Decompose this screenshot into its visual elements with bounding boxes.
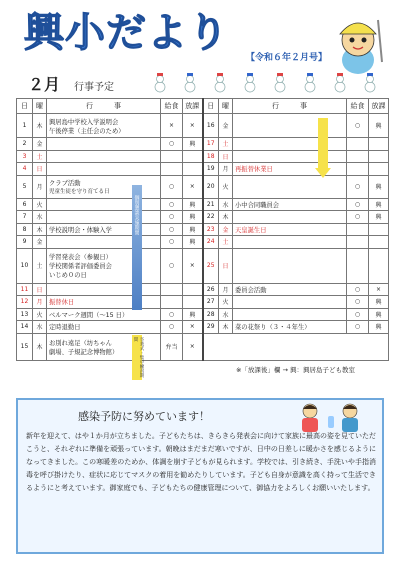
schedule-label: 行事予定	[74, 82, 114, 93]
snowman-decoration-icon	[150, 70, 390, 94]
weekday-cell: 水	[33, 211, 47, 224]
day-cell: 1	[17, 114, 33, 138]
table-row	[17, 236, 389, 249]
lunch-cell	[161, 283, 183, 296]
header-weekday: 曜	[219, 99, 233, 114]
after-school-cell: 興	[369, 114, 389, 138]
after-school-cell: ×	[183, 248, 203, 283]
event-cell	[47, 138, 161, 151]
event-cell	[47, 150, 161, 163]
event-line: 定時退勤日	[49, 324, 81, 332]
event-cell: 天皇誕生日	[233, 223, 347, 236]
lunch-cell: ○	[347, 283, 369, 296]
event-cell: 小中合同職員会	[233, 198, 347, 211]
table-row	[17, 321, 389, 334]
event-cell	[47, 296, 161, 309]
newsletter-title: 興小だより	[24, 10, 229, 56]
lunch-cell: ○	[347, 211, 369, 224]
weekday-cell: 月	[219, 283, 233, 296]
event-line: 興居島中学校入学説明会	[49, 118, 119, 126]
lunch-cell	[161, 296, 183, 309]
event-cell	[47, 283, 161, 296]
event-cell	[47, 236, 161, 249]
lunch-cell: ○	[161, 223, 183, 236]
lunch-cell: ○	[347, 296, 369, 309]
after-school-cell	[369, 138, 389, 151]
empty-cell	[203, 333, 389, 360]
header-lunch: 給食	[347, 99, 369, 114]
notice-body: 新年を迎えて、はや１か月が立ちました。子どもたちは、きらきら発表会に向けて家族に最高の姿を見ていただこうと、それぞれに準備を頑張っています。朝晩はまだまだ寒いですが、日中の日差しに暖かさを感じるようになってきました。この寒暖差のためか、体調を崩す子どもが見られます。学校では、引き続き、手洗いや手指消毒を呼び掛けたり、症状に応じてマスクの着用を勧めたりしています。子ども自身が意識を高く持って生活できるようにと考えています。御家庭でも、子どもたちの健康管理について、御協力をよろしくお願いいたします。	[26, 432, 376, 492]
lunch-cell	[161, 163, 183, 176]
event-line: お別れ遠足（坊ちゃん	[49, 339, 112, 347]
day-cell: 22	[203, 211, 219, 224]
right-yellow-bar	[318, 118, 328, 170]
arrow-down-icon	[315, 168, 331, 178]
event-line: ベルマーク週間（～15 日）	[49, 311, 129, 319]
after-school-cell: 興	[369, 296, 389, 309]
event-cell	[47, 248, 161, 283]
weekday-cell: 火	[219, 175, 233, 198]
table-row	[17, 248, 389, 283]
weekday-cell: 土	[33, 150, 47, 163]
header-weekday: 曜	[33, 99, 47, 114]
lunch-cell: ○	[161, 175, 183, 198]
day-cell: 27	[203, 296, 219, 309]
graduation-practice-label: 卒業式・集中練習期間	[133, 337, 144, 378]
weekday-cell: 月	[219, 163, 233, 176]
event-cell	[47, 198, 161, 211]
event-cell	[233, 248, 347, 283]
day-cell: 11	[17, 283, 33, 296]
weekday-cell: 金	[219, 223, 233, 236]
weekday-cell: 木	[33, 223, 47, 236]
event-cell: 委員会活動	[233, 283, 347, 296]
footnote: ※「放課後」欄 → 興：興居島子ども教室	[235, 366, 356, 374]
weekday-cell: 日	[33, 283, 47, 296]
lunch-cell: ○	[347, 308, 369, 321]
after-school-cell	[183, 283, 203, 296]
day-cell: 14	[17, 321, 33, 334]
event-cell	[233, 175, 347, 198]
day-cell: 8	[17, 223, 33, 236]
after-school-cell: 興	[369, 321, 389, 334]
after-school-cell: 興	[183, 236, 203, 249]
weekday-cell: 日	[33, 163, 47, 176]
after-school-cell: 興	[183, 223, 203, 236]
after-school-cell: 興	[183, 138, 203, 151]
interview-period-bar	[132, 185, 142, 310]
header-event: 行 事	[233, 99, 347, 114]
after-school-cell: ×	[183, 175, 203, 198]
lunch-cell: ○	[161, 308, 183, 321]
after-school-cell: 興	[183, 211, 203, 224]
lunch-cell: ×	[161, 114, 183, 138]
event-cell	[47, 223, 161, 236]
mascot-icon	[330, 12, 386, 76]
event-cell	[233, 296, 347, 309]
after-school-cell	[183, 163, 203, 176]
after-school-cell	[369, 223, 389, 236]
event-cell	[47, 163, 161, 176]
lunch-cell	[161, 150, 183, 163]
lunch-cell	[347, 163, 369, 176]
graduation-practice-bar	[132, 335, 142, 380]
weekday-cell: 火	[219, 296, 233, 309]
after-school-cell	[369, 163, 389, 176]
day-cell: 13	[17, 308, 33, 321]
lunch-cell	[347, 138, 369, 151]
after-school-cell	[183, 296, 203, 309]
event-cell	[233, 138, 347, 151]
event-cell	[233, 236, 347, 249]
after-school-cell: 興	[369, 308, 389, 321]
lunch-cell: ○	[161, 248, 183, 283]
day-cell: 26	[203, 283, 219, 296]
lunch-cell: ○	[347, 321, 369, 334]
day-cell: 23	[203, 223, 219, 236]
day-cell: 16	[203, 114, 219, 138]
event-cell	[233, 308, 347, 321]
weekday-cell: 金	[33, 138, 47, 151]
lunch-cell: ○	[161, 138, 183, 151]
weekday-cell: 月	[33, 175, 47, 198]
lunch-cell	[347, 248, 369, 283]
lunch-cell: ○	[161, 321, 183, 334]
weekday-cell: 木	[219, 211, 233, 224]
lunch-cell: 弁当	[161, 333, 183, 360]
after-school-cell: ×	[183, 333, 203, 360]
header-event: 行 事	[47, 99, 161, 114]
lunch-cell: ○	[347, 114, 369, 138]
weekday-cell: 月	[33, 296, 47, 309]
weekday-cell: 日	[219, 150, 233, 163]
event-cell	[233, 150, 347, 163]
day-cell: 19	[203, 163, 219, 176]
lunch-cell	[347, 223, 369, 236]
weekday-cell: 水	[219, 198, 233, 211]
event-line: 振替休日	[49, 299, 75, 307]
event-line: 午後停業（主任会のため）	[49, 127, 125, 135]
weekday-cell: 火	[33, 308, 47, 321]
after-school-cell	[369, 236, 389, 249]
day-cell: 12	[17, 296, 33, 309]
event-cell	[47, 114, 161, 138]
weekday-cell: 木	[219, 321, 233, 334]
weekday-cell: 水	[219, 308, 233, 321]
table-row	[17, 114, 389, 138]
lunch-cell	[347, 236, 369, 249]
table-row	[17, 333, 389, 360]
issue-label: 【令和６年２月号】	[246, 53, 328, 63]
interview-period-label: 個別懇談実施期間	[133, 195, 140, 235]
day-cell: 4	[17, 163, 33, 176]
day-cell: 15	[17, 333, 33, 360]
lunch-cell: ○	[347, 198, 369, 211]
after-school-cell	[369, 150, 389, 163]
event-cell: 菜の花祭り（３・４年生）	[233, 321, 347, 334]
table-row	[17, 138, 389, 151]
event-cell: 再振替休業日	[233, 163, 347, 176]
event-cell	[47, 175, 161, 198]
event-cell	[47, 308, 161, 321]
event-cell	[233, 114, 347, 138]
table-header-row	[17, 99, 389, 114]
lunch-cell	[347, 150, 369, 163]
day-cell: 18	[203, 150, 219, 163]
day-cell: 24	[203, 236, 219, 249]
header-after-school: 放課	[369, 99, 389, 114]
table-row	[17, 175, 389, 198]
weekday-cell: 金	[219, 114, 233, 138]
table-row	[17, 198, 389, 211]
event-line: 児童生徒を守り育てる日	[49, 189, 110, 195]
after-school-cell: 興	[369, 175, 389, 198]
day-cell: 5	[17, 175, 33, 198]
day-cell: 25	[203, 248, 219, 283]
weekday-cell: 木	[33, 114, 47, 138]
event-line: いじめ０の日	[49, 272, 87, 279]
notice-title: 感染予防に努めています！	[78, 410, 210, 423]
header-after-school: 放課	[183, 99, 203, 114]
event-line: 学校説明会・体験入学	[49, 226, 112, 234]
weekday-cell: 金	[33, 236, 47, 249]
header-lunch: 給食	[161, 99, 183, 114]
day-cell: 17	[203, 138, 219, 151]
day-cell: 9	[17, 236, 33, 249]
table-row	[17, 150, 389, 163]
event-cell	[47, 321, 161, 334]
after-school-cell: ×	[183, 321, 203, 334]
weekday-cell: 土	[33, 248, 47, 283]
day-cell: 7	[17, 211, 33, 224]
event-line: 学習発表会（参観日）	[49, 254, 112, 261]
weekday-cell: 木	[33, 333, 47, 360]
table-row	[17, 283, 389, 296]
weekday-cell: 土	[219, 236, 233, 249]
day-cell: 28	[203, 308, 219, 321]
event-line: クラブ活動	[49, 180, 81, 187]
month-label: ２月	[28, 75, 61, 94]
table-row	[17, 308, 389, 321]
after-school-cell	[369, 248, 389, 283]
children-handwashing-icon	[290, 402, 376, 432]
schedule-table	[16, 98, 389, 379]
day-cell: 10	[17, 248, 33, 283]
weekday-cell: 土	[219, 138, 233, 151]
header-day: 日	[203, 99, 219, 114]
weekday-cell: 火	[33, 198, 47, 211]
after-school-cell: ×	[369, 283, 389, 296]
table-row	[17, 211, 389, 224]
day-cell: 21	[203, 198, 219, 211]
table-row	[17, 163, 389, 176]
weekday-cell: 日	[219, 248, 233, 283]
event-line: 学校関係者評価委員会	[49, 263, 112, 270]
after-school-cell: 興	[369, 198, 389, 211]
weekday-cell: 水	[33, 321, 47, 334]
event-cell	[47, 211, 161, 224]
header-day: 日	[17, 99, 33, 114]
table-row	[17, 296, 389, 309]
lunch-cell: ○	[161, 236, 183, 249]
after-school-cell: 興	[183, 198, 203, 211]
table-row	[17, 223, 389, 236]
after-school-cell: ×	[183, 114, 203, 138]
lunch-cell: ○	[161, 198, 183, 211]
event-line: 劇場、子規記念博物館）	[49, 348, 119, 356]
day-cell: 6	[17, 198, 33, 211]
lunch-cell: ○	[161, 211, 183, 224]
footnote-row	[17, 360, 389, 379]
lunch-cell: ○	[347, 175, 369, 198]
day-cell: 2	[17, 138, 33, 151]
after-school-cell: 興	[183, 308, 203, 321]
day-cell: 29	[203, 321, 219, 334]
event-cell	[233, 211, 347, 224]
after-school-cell: 興	[369, 211, 389, 224]
after-school-cell	[183, 150, 203, 163]
day-cell: 3	[17, 150, 33, 163]
day-cell: 20	[203, 175, 219, 198]
